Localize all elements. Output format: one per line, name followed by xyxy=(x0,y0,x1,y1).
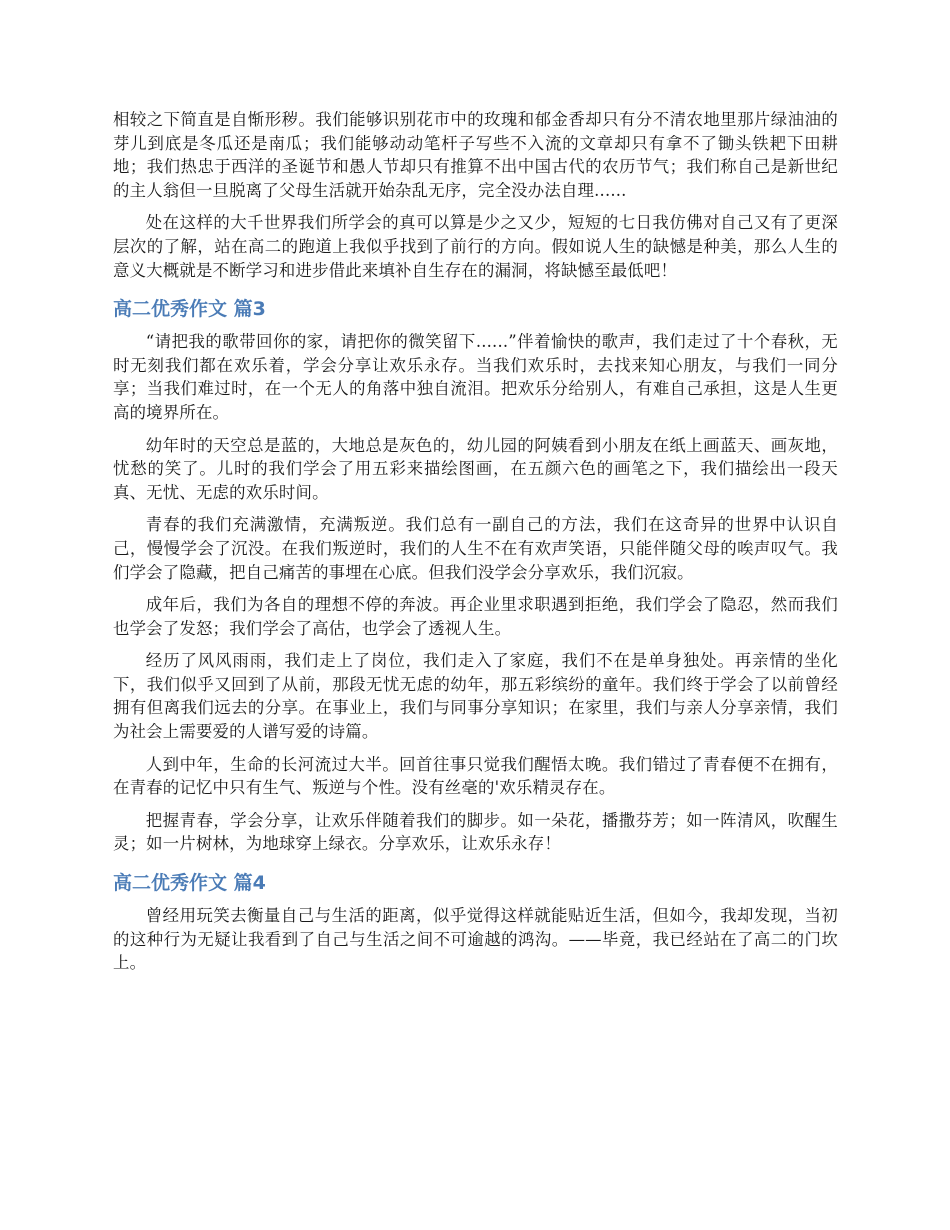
paragraph: 把握青春，学会分享，让欢乐伴随着我们的脚步。如一朵花，播撒芬芳；如一阵清风，吹醒生灵；如一片树林，为地球穿上绿衣。分享欢乐，让欢乐永存！ xyxy=(113,810,838,854)
paragraph: “请把我的歌带回你的家，请把你的微笑留下......”伴着愉快的歌声，我们走过了十个春秋，无时无刻我们都在欢乐着，学会分享让欢乐永存。当我们欢乐时，去找来知心朋友，与我们一同分享；当我们难过时，在一个无人的角落中独自流泪。把欢乐分给别人，有难自己承担，这是人生更高的境界所在。 xyxy=(113,332,838,422)
paragraph: 人到中年，生命的长河流过大半。回首往事只觉我们醒悟太晚。我们错过了青春便不在拥有，在青春的记忆中只有生气、叛逆与个性。没有丝毫的'欢乐精灵存在。 xyxy=(113,754,838,798)
paragraph: 青春的我们充满激情，充满叛逆。我们总有一副自己的方法，我们在这奇异的世界中认识自己，慢慢学会了沉没。在我们叛逆时，我们的人生不在有欢声笑语，只能伴随父母的唉声叹气。我们学会了隐藏，把自己痛苦的事埋在心底。但我们没学会分享欢乐，我们沉寂。 xyxy=(113,515,838,582)
section-heading-4: 高二优秀作文 篇4 xyxy=(113,872,266,895)
paragraph: 经历了风风雨雨，我们走上了岗位，我们走入了家庭，我们不在是单身独处。再亲情的坐化下，我们似乎又回到了从前，那段无忧无虑的幼年，那五彩缤纷的童年。我们终于学会了以前曾经拥有但离我们远去的分享。在事业上，我们与同事分享知识；在家里，我们与亲人分享亲情，我们为社会上需要爱的人谱写爱的诗篇。 xyxy=(113,651,838,742)
paragraph: 幼年时的天空总是蓝的，大地总是灰色的，幼儿园的阿姨看到小朋友在纸上画蓝天、画灰地，忧愁的笑了。儿时的我们学会了用五彩来描绘图画，在五颜六色的画笔之下，我们描绘出一段天真、无忧、无虑的欢乐时间。 xyxy=(113,435,838,502)
paragraph: 成年后，我们为各自的理想不停的奔波。再企业里求职遇到拒绝，我们学会了隐忍，然而我们也学会了发怒；我们学会了高估，也学会了透视人生。 xyxy=(113,595,838,638)
section-heading-3: 高二优秀作文 篇3 xyxy=(113,298,266,321)
paragraph: 相较之下简直是自惭形秽。我们能够识别花市中的玫瑰和郁金香却只有分不清农地里那片绿油油的芽儿到底是冬瓜还是南瓜；我们能够动动笔杆子写些不入流的文章却只有拿不了锄头铁耙下田耕地；我们热忠于西洋的圣诞节和愚人节却只有推算不出中国古代的农历节气；我们称自己是新世纪的主人翁但一旦脱离了父母生活就开始杂乱无序，完全没办法自理...... xyxy=(113,110,838,200)
paragraph: 曾经用玩笑去衡量自己与生活的距离，似乎觉得这样就能贴近生活，但如今，我却发现，当初的这种行为无疑让我看到了自己与生活之间不可逾越的鸿沟。——毕竟，我已经站在了高二的门坎上。 xyxy=(113,906,838,973)
paragraph: 处在这样的大千世界我们所学会的真可以算是少之又少，短短的七日我仿佛对自己又有了更深层次的了解，站在高二的跑道上我似乎找到了前行的方向。假如说人生的缺憾是种美，那么人生的意义大概就是不断学习和进步借此来填补自生存在的漏洞，将缺憾至最低吧！ xyxy=(113,213,838,280)
